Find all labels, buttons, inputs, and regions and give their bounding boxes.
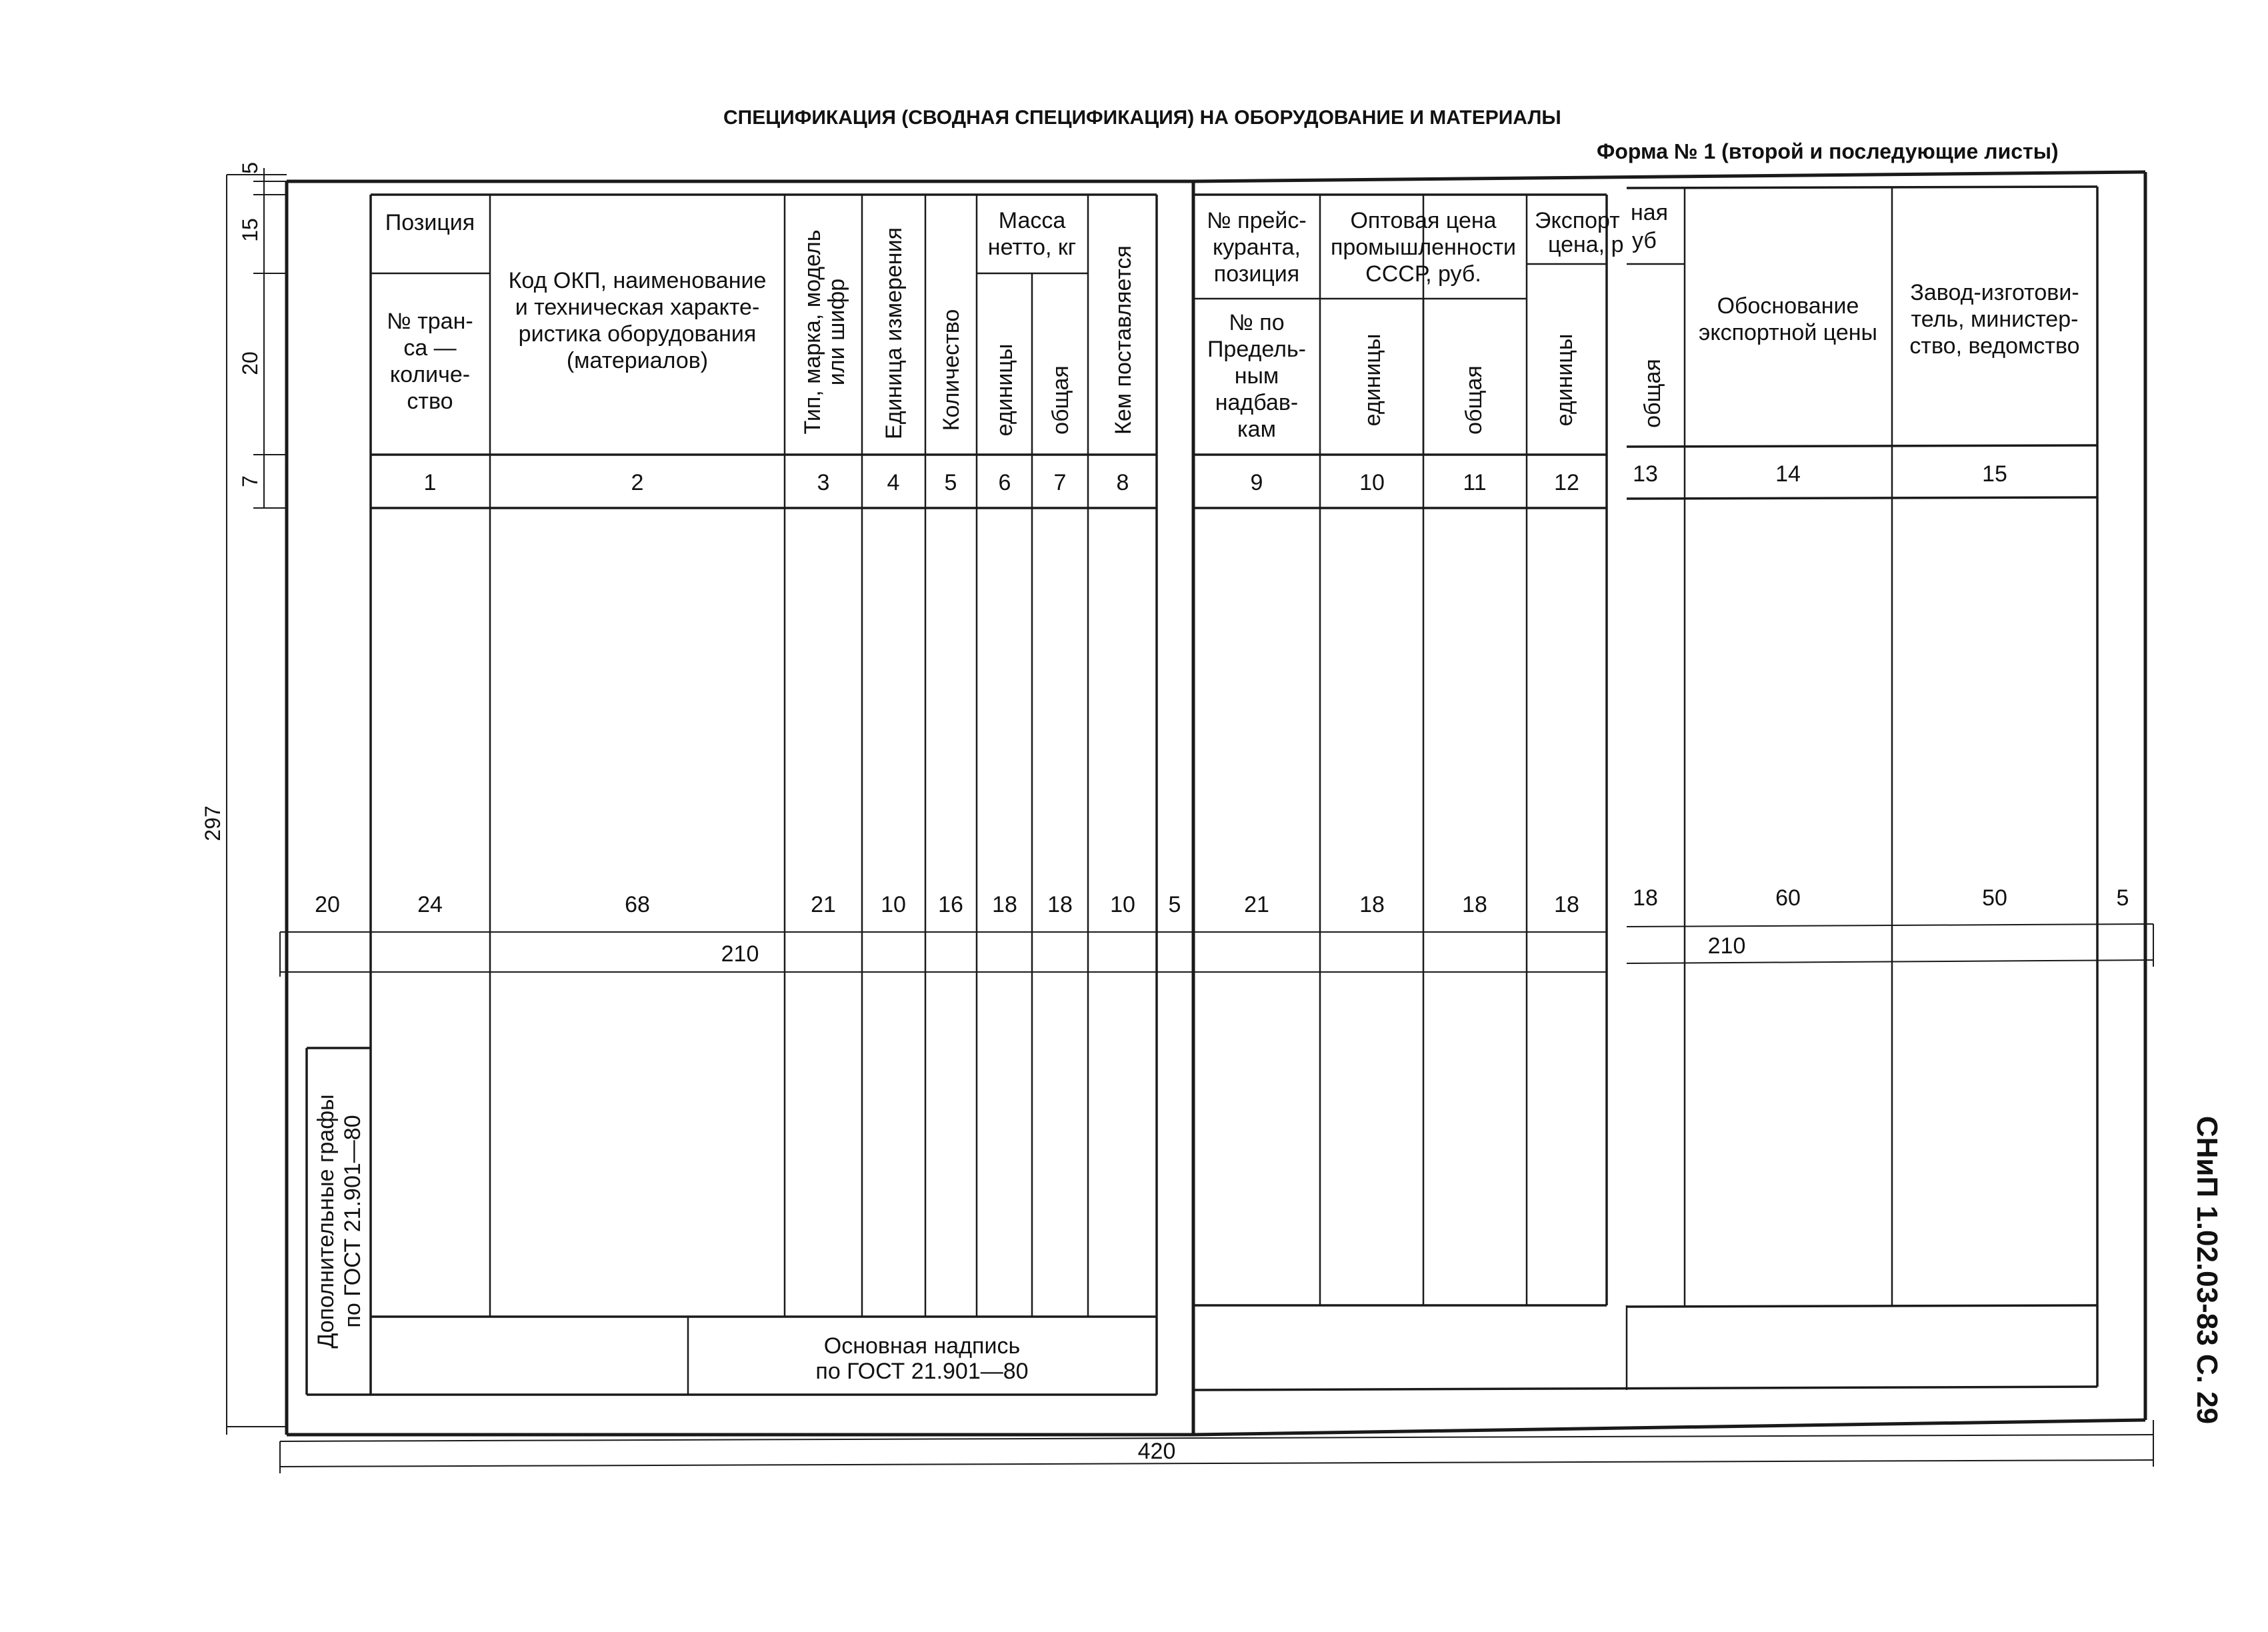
- svg-text:позиция: позиция: [1213, 261, 1300, 287]
- svg-text:ристика оборудования: ристика оборудования: [518, 321, 757, 347]
- svg-text:тель, министер-: тель, министер-: [1911, 307, 2079, 332]
- svg-text:7: 7: [1053, 470, 1067, 495]
- svg-text:нетто, кг: нетто, кг: [987, 235, 1077, 260]
- svg-text:3: 3: [817, 470, 830, 495]
- width-label: 18: [1359, 892, 1385, 917]
- width-label: 10: [881, 892, 906, 917]
- half-width-left: 210: [721, 941, 759, 967]
- svg-text:куранта,: куранта,: [1212, 235, 1301, 260]
- svg-text:количе-: количе-: [389, 362, 471, 387]
- header-position: Позиция: [385, 210, 475, 235]
- svg-text:по ГОСТ 21.901—80: по ГОСТ 21.901—80: [815, 1359, 1029, 1384]
- width-label: 20: [315, 892, 340, 917]
- svg-text:ным: ным: [1234, 363, 1279, 389]
- svg-text:5: 5: [944, 470, 957, 495]
- width-labels-right: [1244, 885, 2129, 917]
- total-width-dimension: [227, 1420, 2153, 1473]
- svg-text:8: 8: [1116, 470, 1129, 495]
- svg-text:2: 2: [631, 470, 644, 495]
- header-export-left: [1535, 208, 1624, 257]
- header-unit: Единица измерения: [881, 227, 907, 439]
- svg-text:1: 1: [423, 470, 437, 495]
- svg-text:12: 12: [1554, 470, 1579, 495]
- width-dimension-line: [280, 924, 2153, 977]
- dim-15-label: 15: [238, 218, 262, 242]
- header-manufacturer: [1909, 280, 2079, 359]
- svg-text:ство, ведомство: ство, ведомство: [1909, 333, 2080, 359]
- svg-text:СССР, руб.: СССР, руб.: [1365, 261, 1481, 287]
- header-mass-total: общая: [1048, 365, 1073, 435]
- header-export-right: [1631, 200, 1668, 253]
- svg-text:Код ОКП, наименование: Код ОКП, наименование: [508, 268, 767, 293]
- total-width-label: 420: [1137, 1439, 1176, 1464]
- svg-text:Основная надпись: Основная надпись: [823, 1333, 1021, 1359]
- header-price-list: [1207, 208, 1306, 287]
- svg-text:са —: са —: [403, 335, 457, 361]
- header-export-total: общая: [1640, 359, 1665, 428]
- document-title: СПЕЦИФИКАЦИЯ (СВОДНАЯ СПЕЦИФИКАЦИЯ) НА ОБОРУДОВАНИЕ И МАТЕРИАЛЫ: [723, 107, 1561, 129]
- svg-text:№ прейс-: № прейс-: [1207, 208, 1307, 233]
- header-wholesale-unit: единицы: [1360, 333, 1385, 427]
- svg-text:9: 9: [1250, 470, 1263, 495]
- svg-text:№ по: № по: [1229, 310, 1285, 335]
- svg-text:экспортной цены: экспортной цены: [1699, 320, 1877, 345]
- width-label: 21: [1244, 892, 1269, 917]
- width-label: 24: [417, 892, 443, 917]
- width-label: 18: [992, 892, 1017, 917]
- width-label: 5: [1168, 892, 1181, 917]
- width-label: 18: [1554, 892, 1579, 917]
- width-label: 18: [1462, 892, 1487, 917]
- dim-20-label: 20: [238, 351, 262, 375]
- svg-text:кам: кам: [1237, 417, 1276, 442]
- header-mass-unit: единицы: [992, 343, 1017, 437]
- width-label: 18: [1047, 892, 1073, 917]
- svg-text:13: 13: [1633, 461, 1658, 487]
- svg-text:4: 4: [887, 470, 900, 495]
- sheet-height-label: 297: [201, 805, 225, 841]
- header-supplier: Кем поставляется: [1111, 245, 1136, 435]
- header-export-unit: единицы: [1552, 333, 1577, 427]
- svg-text:(материалов): (материалов): [566, 348, 709, 373]
- svg-text:Дополнительные графы: Дополнительные графы: [313, 1094, 339, 1349]
- header-mass: [988, 208, 1076, 260]
- svg-text:уб: уб: [1632, 228, 1657, 253]
- right-sheet-frame: [1193, 172, 2145, 1435]
- svg-text:Завод-изготови-: Завод-изготови-: [1910, 280, 2079, 305]
- svg-text:15: 15: [1982, 461, 2007, 487]
- dim-7-label: 7: [238, 475, 262, 487]
- document-code: СНиП 1.02.03-83 С. 29: [2191, 1115, 2223, 1425]
- width-label: 10: [1110, 892, 1135, 917]
- svg-text:цена, р: цена, р: [1548, 232, 1624, 257]
- dim-5-label: 5: [238, 162, 262, 174]
- svg-text:Обоснование: Обоснование: [1717, 293, 1859, 319]
- extra-columns-label: [313, 1094, 365, 1348]
- width-label: 60: [1775, 885, 1801, 911]
- width-label: 5: [2116, 885, 2129, 911]
- width-label: 16: [938, 892, 963, 917]
- svg-text:11: 11: [1463, 470, 1487, 495]
- svg-text:6: 6: [998, 470, 1011, 495]
- svg-text:ство: ство: [407, 389, 453, 414]
- width-label: 50: [1982, 885, 2007, 911]
- width-labels-left: [315, 892, 1181, 917]
- svg-text:Предель-: Предель-: [1207, 337, 1307, 362]
- header-quantity: Количество: [939, 309, 964, 431]
- svg-text:промышленности: промышленности: [1330, 235, 1517, 260]
- svg-text:Масса: Масса: [998, 208, 1066, 233]
- header-code-okp: [509, 268, 767, 373]
- svg-text:№ тран-: № тран-: [387, 309, 473, 334]
- svg-text:Оптовая цена: Оптовая цена: [1350, 208, 1497, 233]
- svg-text:надбав-: надбав-: [1215, 390, 1299, 415]
- column-numbers-left: [424, 470, 1129, 495]
- title-block-label: [815, 1333, 1028, 1384]
- column-numbers-right: [1251, 461, 2007, 495]
- svg-text:или шифр: или шифр: [824, 278, 849, 386]
- svg-text:14: 14: [1775, 461, 1801, 487]
- svg-text:Тип, марка, модель: Тип, марка, модель: [800, 229, 825, 435]
- header-type-mark: [800, 230, 849, 435]
- header-trans-number: [387, 309, 473, 414]
- svg-text:10: 10: [1359, 470, 1385, 495]
- half-width-right: 210: [1707, 933, 1746, 959]
- header-justification: [1699, 293, 1877, 345]
- svg-text:ная: ная: [1631, 200, 1669, 225]
- svg-text:и техническая характе-: и техническая характе-: [515, 295, 760, 320]
- svg-text:по ГОСТ 21.901—80: по ГОСТ 21.901—80: [340, 1115, 365, 1328]
- width-label: 21: [811, 892, 836, 917]
- form-label: Форма № 1 (второй и последующие листы): [1597, 139, 2059, 163]
- width-label: 18: [1633, 885, 1658, 911]
- width-label: 68: [625, 892, 650, 917]
- header-price-margin: [1207, 310, 1306, 442]
- svg-text:Экспорт: Экспорт: [1535, 208, 1620, 233]
- header-wholesale-total: общая: [1461, 365, 1487, 435]
- header-wholesale: [1331, 208, 1516, 287]
